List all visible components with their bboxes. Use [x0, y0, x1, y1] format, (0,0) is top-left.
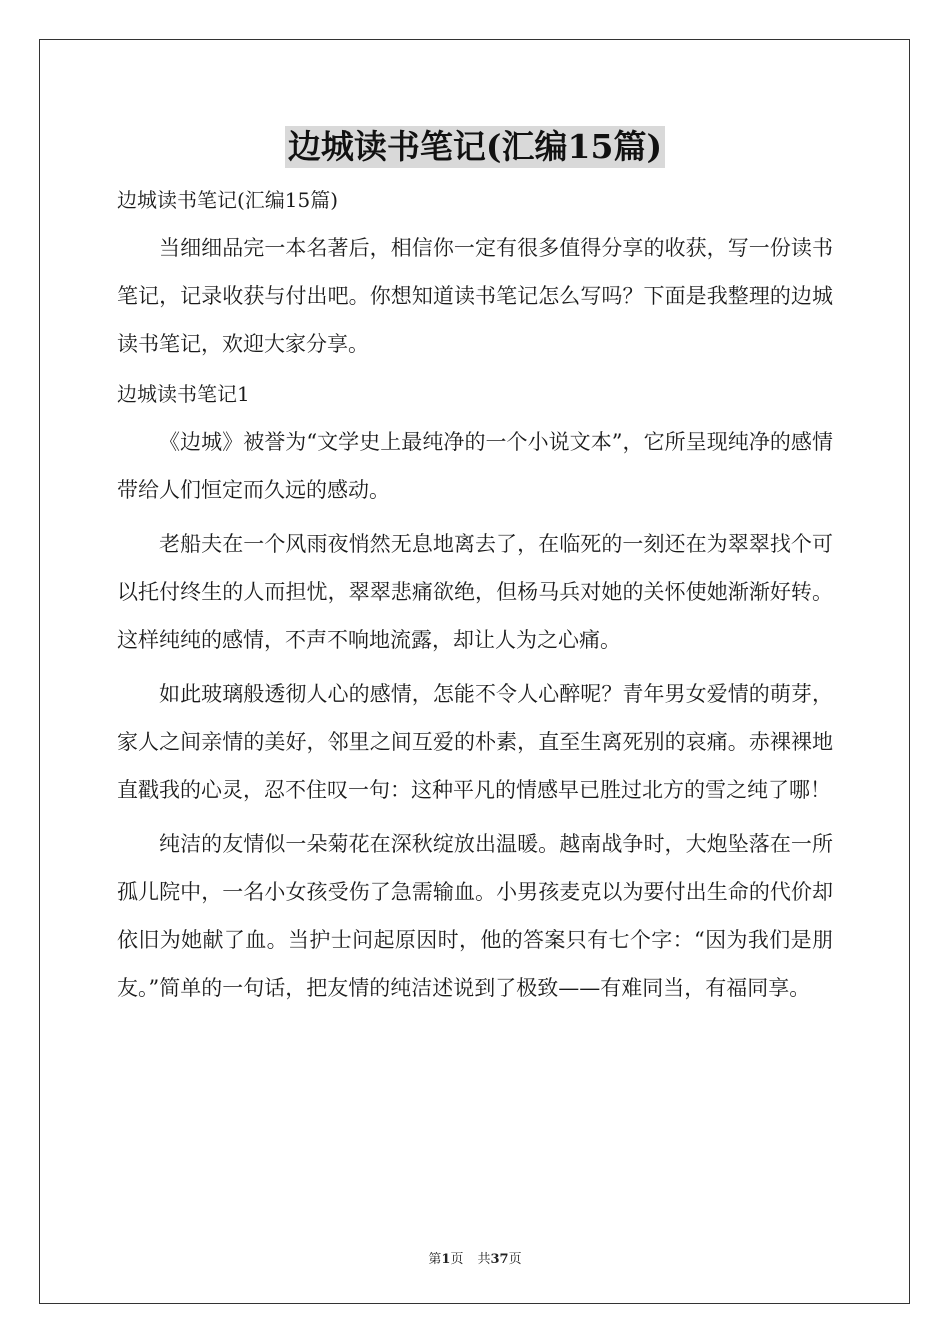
document-body: [117, 180, 833, 1012]
body-paragraph-2: 老船夫在一个风雨夜悄然无息地离去了，在临死的一刻还在为翠翠找个可以托付终生的人而担忧，翠翠悲痛欲绝，但杨马兵对她的关怀使她渐渐好转。这样纯纯的感情，不声不响地流露，却让人为之心痛。: [117, 532, 833, 652]
page-prefix: 第: [428, 1252, 442, 1267]
total-pages: 37: [490, 1252, 509, 1267]
page-number: 1: [441, 1252, 451, 1267]
page-footer: [0, 1248, 950, 1267]
document-title: 边城读书笔记(汇编15篇): [285, 126, 665, 168]
page-suffix: 页: [450, 1252, 464, 1267]
body-paragraph-1: 《边城》被誉为“文学史上最纯净的一个小说文本”，它所呈现纯净的感情带给人们恒定而久远的感动。: [117, 430, 833, 502]
document-subtitle: 边城读书笔记(汇编15篇): [117, 188, 339, 212]
total-suffix: 页: [508, 1252, 522, 1267]
body-paragraph-3: 如此玻璃般透彻人心的感情，怎能不令人心醉呢？青年男女爱情的萌芽，家人之间亲情的美好，邻里之间互爱的朴素，直至生离死别的哀痛。赤裸裸地直戳我的心灵，忍不住叹一句：这种平凡的情感早已胜过北方的雪之纯了哪！: [117, 682, 833, 802]
title-area: [0, 126, 950, 168]
section-heading: 边城读书笔记1: [117, 382, 250, 406]
intro-paragraph: 当细细品完一本名著后，相信你一定有很多值得分享的收获，写一份读书笔记，记录收获与付出吧。你想知道读书笔记怎么写吗？下面是我整理的边城读书笔记，欢迎大家分享。: [117, 236, 833, 356]
body-paragraph-4: 纯洁的友情似一朵菊花在深秋绽放出温暖。越南战争时，大炮坠落在一所孤儿院中，一名小女孩受伤了急需输血。小男孩麦克以为要付出生命的代价却依旧为她献了血。当护士问起原因时，他的答案只有七个字：“因为我们是朋友。”简单的一句话，把友情的纯洁述说到了极致——有难同当，有福同享。: [117, 832, 833, 1000]
total-prefix: 共: [477, 1252, 491, 1267]
